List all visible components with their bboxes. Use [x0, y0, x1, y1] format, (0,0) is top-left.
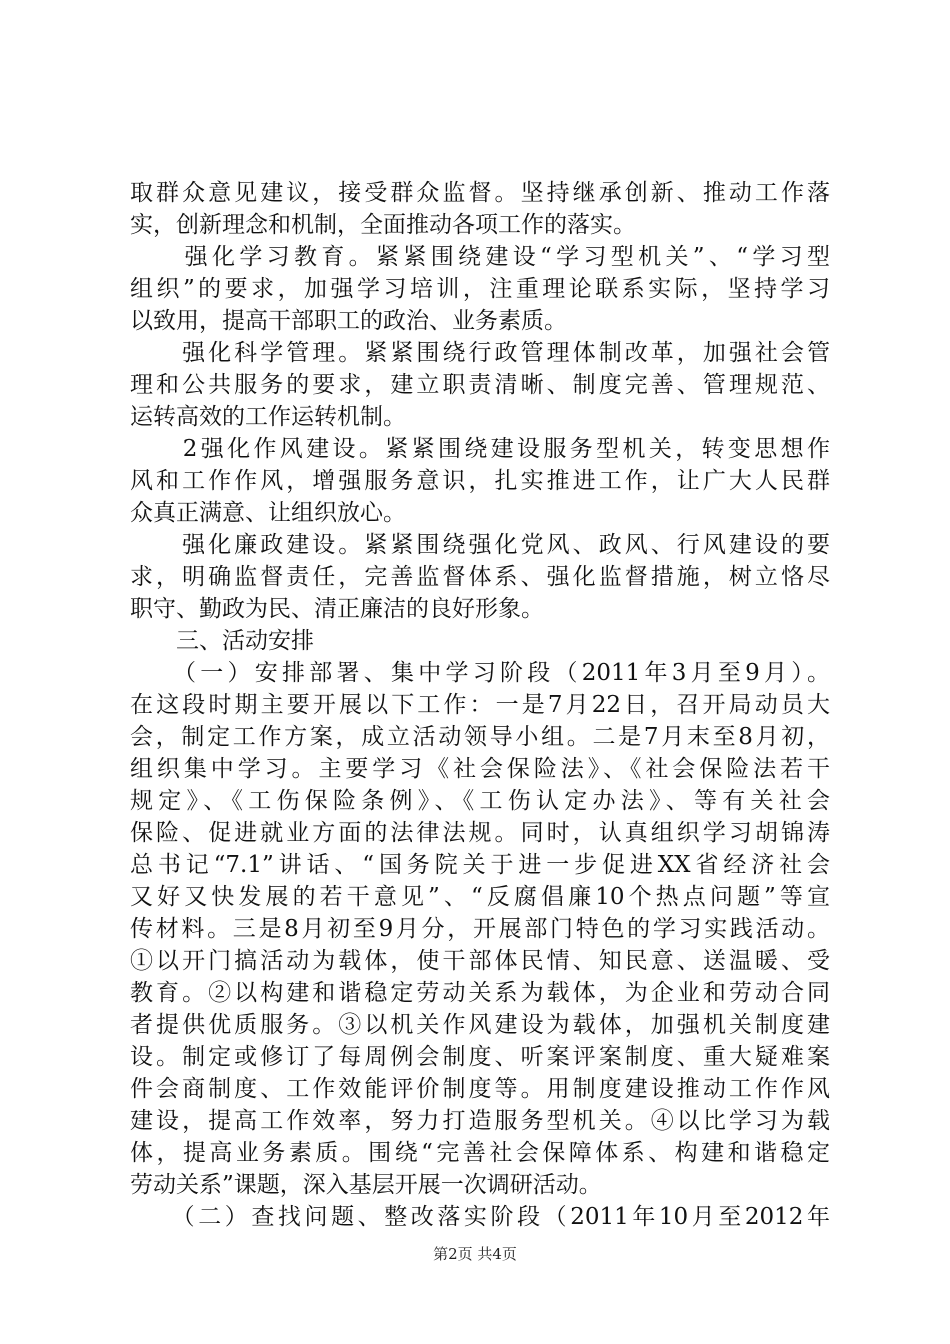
section-heading: 三、活动安排 — [130, 628, 314, 654]
text-line: 职守、勤政为民、清正廉洁的良好形象。 — [130, 596, 544, 622]
text-line: 强化科学管理。紧紧围绕行政管理体制改革，加强社会管 — [130, 340, 830, 366]
text-line: 者提供优质服务。③以机关作风建设为载体，加强机关制度建 — [130, 1012, 830, 1038]
text-line: 体，提高业务素质。围绕“完善社会保障体系、构建和谐稳定 — [130, 1140, 830, 1166]
text-line: 2强化作风建设。紧紧围绕建设服务型机关，转变思想作 — [130, 436, 830, 462]
body-text — [130, 177, 830, 1233]
text-line: 以致用，提高干部职工的政治、业务素质。 — [130, 308, 567, 334]
text-line: 风和工作作风，增强服务意识，扎实推进工作，让广大人民群 — [130, 468, 830, 494]
text-line: （二）查找问题、整改落实阶段（2011年10月至2012年 — [130, 1204, 830, 1230]
text-line: 运转高效的工作运转机制。 — [130, 404, 406, 430]
text-line: 理和公共服务的要求，建立职责清晰、制度完善、管理规范、 — [130, 372, 830, 398]
text-line: 众真正满意、让组织放心。 — [130, 500, 406, 526]
text-line: 实，创新理念和机制，全面推动各项工作的落实。 — [130, 212, 636, 238]
text-line: （一）安排部署、集中学习阶段（2011年3月至9月）。 — [130, 660, 830, 686]
page-footer: 第2页 共4页 — [433, 1245, 517, 1263]
text-line: 强化廉政建设。紧紧围绕强化党风、政风、行风建设的要 — [130, 532, 830, 558]
text-line: 设。制定或修订了每周例会制度、听案评案制度、重大疑难案 — [130, 1044, 830, 1070]
text-line: 件会商制度、工作效能评价制度等。用制度建设推动工作作风 — [130, 1076, 830, 1102]
text-line: 组织集中学习。主要学习《社会保险法》、《社会保险法若干 — [130, 756, 830, 782]
text-line: 劳动关系”课题，深入基层开展一次调研活动。 — [130, 1172, 602, 1198]
text-line: 求，明确监督责任，完善监督体系、强化监督措施，树立恪尽 — [130, 564, 830, 590]
text-line: ①以开门搞活动为载体，使干部体民情、知民意、送温暖、受 — [130, 948, 830, 974]
text-line: 教育。②以构建和谐稳定劳动关系为载体，为企业和劳动合同 — [130, 980, 830, 1006]
text-line: 在这段时期主要开展以下工作：一是7月22日，召开局动员大 — [130, 692, 830, 718]
text-line: 会，制定工作方案，成立活动领导小组。二是7月末至8月初， — [130, 724, 830, 750]
text-line: 保险、促进就业方面的法律法规。同时，认真组织学习胡锦涛 — [130, 820, 830, 846]
text-line: 强化学习教育。紧紧围绕建设“学习型机关”、“学习型 — [130, 244, 830, 270]
text-line: 传材料。三是8月初至9月分，开展部门特色的学习实践活动。 — [130, 916, 830, 942]
text-line: 总书记“7.1”讲话、“国务院关于进一步促进XX省经济社会 — [130, 852, 830, 878]
text-line: 又好又快发展的若干意见”、“反腐倡廉10个热点问题”等宣 — [130, 884, 830, 910]
text-line: 建设，提高工作效率，努力打造服务型机关。④以比学习为载 — [130, 1108, 830, 1134]
text-line: 取群众意见建议，接受群众监督。坚持继承创新、推动工作落 — [130, 180, 830, 206]
text-line: 组织”的要求，加强学习培训，注重理论联系实际，坚持学习 — [130, 276, 830, 302]
text-line: 规定》、《工伤保险条例》、《工伤认定办法》、等有关社会 — [130, 788, 830, 814]
